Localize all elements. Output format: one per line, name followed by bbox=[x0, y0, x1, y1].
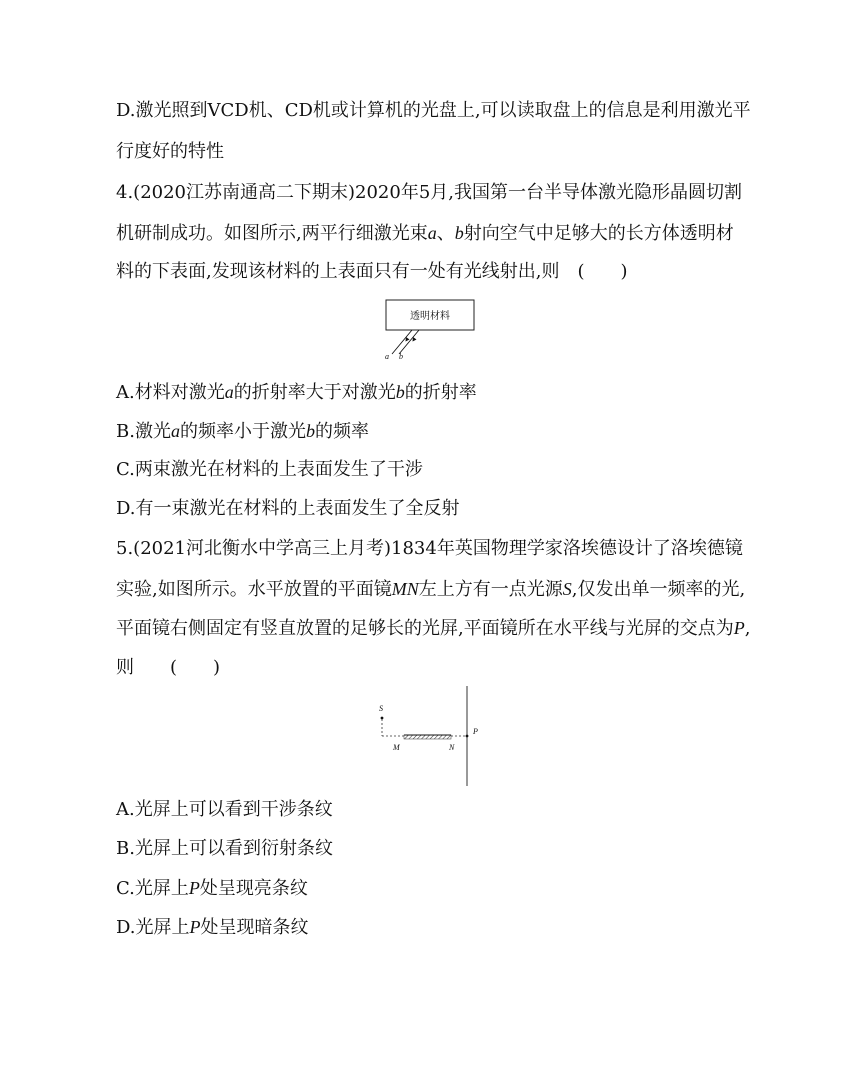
label-p: P bbox=[473, 727, 478, 736]
var-a: a bbox=[427, 223, 437, 243]
q5-option-a: A.光屏上可以看到干涉条纹 bbox=[116, 799, 333, 820]
q5-option-c: C.光屏上P处呈现亮条纹 bbox=[116, 878, 308, 899]
point-source-s bbox=[381, 717, 384, 720]
q4-option-a: A.材料对激光a的折射率大于对激光b的折射率 bbox=[116, 382, 477, 403]
q3-option-d-line2: 行度好的特性 bbox=[116, 141, 224, 162]
q4-option-d: D.有一束激光在材料的上表面发生了全反射 bbox=[116, 498, 460, 519]
beam-label-b: b bbox=[399, 352, 403, 361]
q5-stem-line2: 实验,如图所示。水平放置的平面镜MN左上方有一点光源S,仅发出单一频率的光, bbox=[116, 579, 746, 600]
q4-option-b: B.激光a的频率小于激光b的频率 bbox=[116, 421, 369, 442]
point-p bbox=[466, 735, 469, 738]
q4-stem-line1: 4.(2020江苏南通高二下期末)2020年5月,我国第一台半导体激光隐形晶圆切割 bbox=[116, 182, 743, 203]
plane-mirror-mn bbox=[404, 735, 451, 739]
material-label: 透明材料 bbox=[410, 311, 450, 322]
q4-stem-line2: 机研制成功。如图所示,两平行细激光束a、b射向空气中足够大的长方体透明材 bbox=[116, 223, 734, 244]
q5-stem-line3: 平面镜右侧固定有竖直放置的足够长的光屏,平面镜所在水平线与光屏的交点为P, bbox=[116, 618, 751, 639]
q4-stem-line3: 料的下表面,发现该材料的上表面只有一处有光线射出,则 ( ) bbox=[116, 261, 628, 282]
q5-option-d: D.光屏上P处呈现暗条纹 bbox=[116, 917, 309, 938]
q3-option-d-line1: D.激光照到VCD机、CD机或计算机的光盘上,可以读取盘上的信息是利用激光平 bbox=[116, 100, 751, 121]
var-b: b bbox=[454, 223, 464, 243]
q4-figure bbox=[370, 296, 490, 366]
q5-stem-line4: 则 ( ) bbox=[116, 657, 221, 678]
source-label-s: S bbox=[379, 704, 383, 713]
q5-figure bbox=[370, 684, 490, 788]
beam-label-a: a bbox=[385, 352, 389, 361]
q5-stem-line1: 5.(2021河北衡水中学高三上月考)1834年英国物理学家洛埃德设计了洛埃德镜 bbox=[116, 538, 743, 559]
label-n: N bbox=[449, 743, 455, 752]
label-m: M bbox=[393, 743, 400, 752]
q4-option-c: C.两束激光在材料的上表面发生了干涉 bbox=[116, 459, 423, 480]
q5-option-b: B.光屏上可以看到衍射条纹 bbox=[116, 838, 333, 859]
